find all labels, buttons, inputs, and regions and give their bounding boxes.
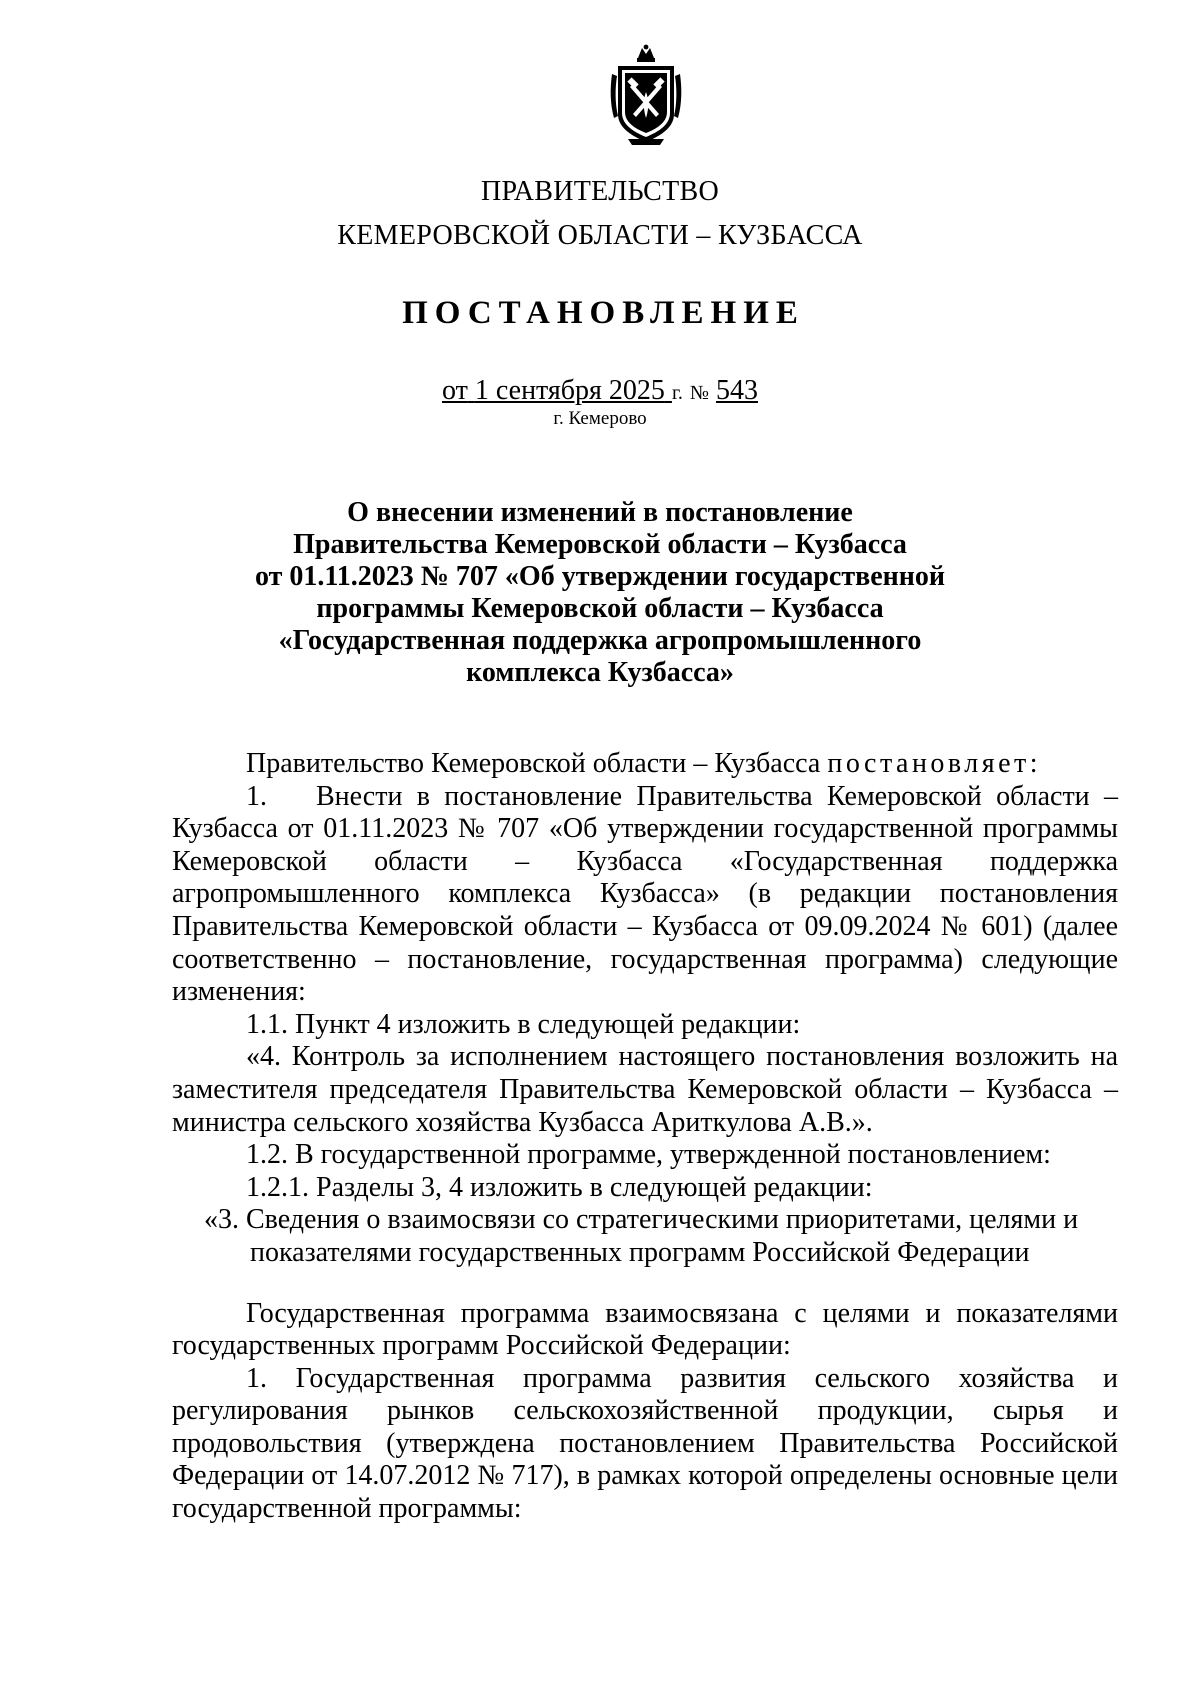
item-1-text: Внести в постановление Правительства Кемеровской области – Кузбасса от 01.11.2023 № 707 «Об утверждении государственной программы Кемеровской области – Кузбасса «Государственная поддержка агропромышленного комплекса Кузбасса» (в редакции постановления Правительства Кемеровской области – Кузбасса от 09.09.2024 № 601) (далее соответственно – постановление, государственная программа) следующие изменения: — [172, 780, 1118, 1008]
document-body — [172, 748, 1118, 1526]
section-3-heading-line1: «3. Сведения о взаимосвязи со стратегическими приоритетами, целями и — [204, 1204, 1079, 1236]
year-suffix: г. — [671, 382, 683, 404]
item-1-1-quote-paragraph: «4. Контроль за исполнением настоящего постановления возложить на заместителя председателя Правительства Кемеровской области – Кузбасса – министра сельского хозяйства Кузбасса Ариткулова А.В.». — [172, 1041, 1118, 1138]
document-date: 1 сентября 2025 — [474, 375, 665, 406]
document-number: 543 — [715, 375, 758, 406]
document-type: ПОСТАНОВЛЕНИЕ — [402, 295, 805, 331]
preamble-paragraph — [172, 748, 1118, 781]
number-sign: № — [689, 382, 709, 404]
program-1-paragraph: 1. Государственная программа развития сельского хозяйства и регулирования рынков сельскохозяйственной продукции, сырья и продовольствия (утверждена постановлением Правительства Российской Федерации от 14.07.2012 № 717), в рамках которой определены основные цели государственной программы: — [172, 1362, 1118, 1525]
organization-name-line1: ПРАВИТЕЛЬСТВО — [480, 176, 720, 207]
title-line: от 01.11.2023 № 707 «Об утверждении государственной — [254, 561, 946, 592]
city-name: г. Кемерово — [553, 408, 647, 429]
preamble-text: Правительство Кемеровской области – Кузбасса — [246, 748, 821, 779]
coat-of-arms-icon — [608, 44, 684, 148]
paragraph-gap — [172, 1270, 1118, 1298]
title-line: «Государственная поддержка агропромышленного — [278, 625, 922, 656]
preamble-resolves: постановляет: — [827, 748, 1042, 779]
item-1-2-1-paragraph: 1.2.1. Разделы 3, 4 изложить в следующей редакции: — [246, 1171, 873, 1203]
linkage-paragraph: Государственная программа взаимосвязана с целями и показателями государственных программ Российской Федерации: — [172, 1297, 1118, 1362]
title-line: комплекса Кузбасса» — [466, 657, 734, 688]
section-3-heading-line2: показателями государственных программ Российской Федерации — [250, 1236, 1030, 1268]
item-1-1-paragraph: 1.1. Пункт 4 изложить в следующей редакции: — [246, 1008, 801, 1040]
item-1-2-paragraph: 1.2. В государственной программе, утвержденной постановлением: — [246, 1139, 1051, 1171]
organization-name-line2: КЕМЕРОВСКОЙ ОБЛАСТИ – КУЗБАССА — [337, 220, 863, 251]
date-number-line — [0, 375, 1200, 407]
section-3-heading — [172, 1204, 1118, 1269]
title-line: Правительства Кемеровской области – Кузбасса — [293, 529, 907, 560]
item-1-paragraph — [172, 781, 1118, 1009]
title-line: программы Кемеровской области – Кузбасса — [316, 593, 884, 624]
date-prefix: от — [442, 375, 468, 406]
title-line: О внесении изменений в постановление — [347, 497, 853, 528]
item-1-number: 1. — [246, 780, 267, 812]
document-title — [0, 497, 1200, 689]
